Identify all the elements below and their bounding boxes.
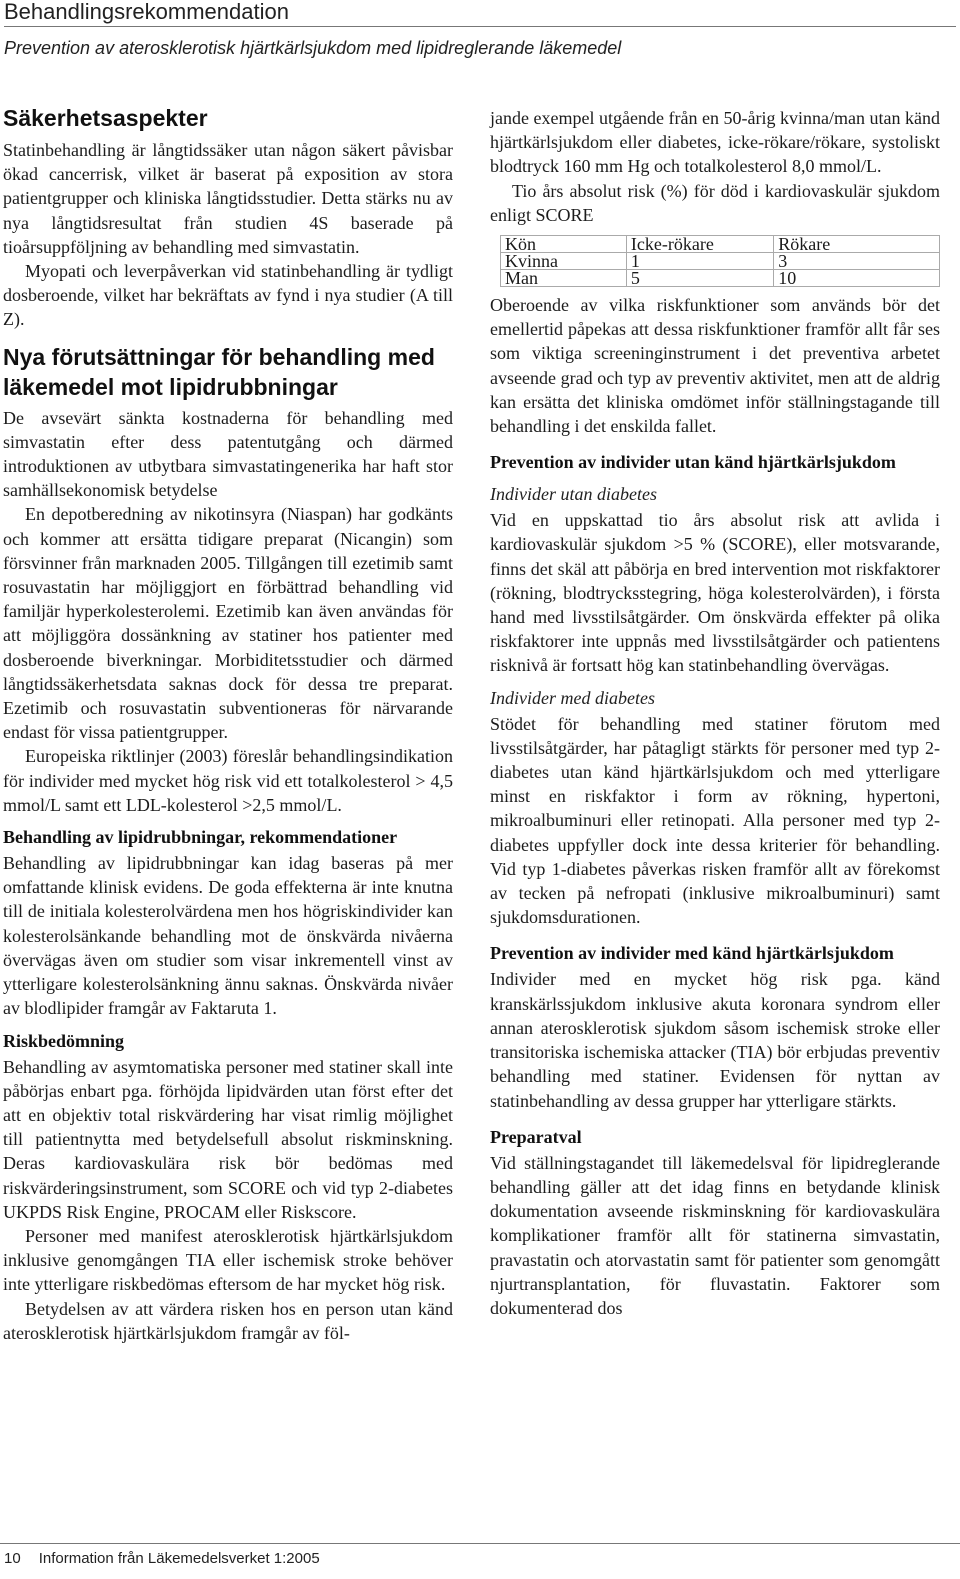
page-title: Behandlingsrekommendation bbox=[4, 0, 289, 24]
table-cell: 3 bbox=[774, 253, 940, 270]
paragraph: Myopati och leverpåverkan vid statinbehandling är tydligt dosberoende, vilket har bekräftats av fynd i nya studier (A till Z). bbox=[3, 261, 453, 330]
paragraph: Tio års absolut risk (%) för död i kardiovaskulär sjukdom enligt SCORE bbox=[490, 180, 940, 225]
paragraph: Individer med en mycket hög risk pga. känd kranskärlssjukdom inklusive akuta koronara syndrom eller annan aterosklerotisk sjukdom såsom ischemisk stroke eller transitoriska ischemiska attacker (TIA) bör erbjudas preventiv behandling med statiner. Evidensen för nyttan av statinbehandling av dessa grupper har ytterligare stärkts. bbox=[490, 969, 940, 1111]
paragraph: Personer med manifest aterosklerotisk hjärtkärlsjukdom inklusive genomgången TIA eller ischemisk stroke behöver inte ytterligare riskbedömas eftersom de har mycket hög risk. bbox=[3, 1225, 453, 1295]
heading-riskbedomning: Riskbedömning bbox=[3, 1030, 125, 1051]
heading-behandling: Behandling av lipidrubbningar, rekommendationer bbox=[3, 827, 398, 848]
heading-nya-forutsattningar: Nya förutsättningar för behandling med läkemedel mot lipidrubbningar bbox=[3, 343, 435, 400]
table-cell: 1 bbox=[626, 253, 773, 270]
left-column bbox=[3, 105, 453, 1345]
heading-prevention-med: Prevention av individer med känd hjärtkärlsjukdom bbox=[490, 943, 894, 964]
paragraph: Statinbehandling är långtidssäker utan någon säkert påvisbar ökad cancerrisk, vilket är baserat på exposition av stora patientgrupper och kliniska långtidsstudier. Detta stärks nu av nya långtidsresultat från studien 4S baserade på tioårsuppföljning av behandling med simvastatin. bbox=[3, 140, 453, 257]
heading-preparatval: Preparatval bbox=[490, 1126, 582, 1147]
paragraph: Betydelsen av att värdera risken hos en person utan känd aterosklerotisk hjärtkärlsjukdom framgår av föl- bbox=[3, 1298, 453, 1343]
heading-prevention-utan: Prevention av individer utan känd hjärtkärlsjukdom bbox=[490, 452, 896, 473]
paragraph: Vid en uppskattad tio års absolut risk att avlida i kardiovaskulär sjukdom >5 % (SCORE), eller motsvarande, finns det skäl att påbörja en bred intervention mot riskfaktorer (rökning, blodtrycksstegring, höga kolesterolvärden), i första hand med livsstilsåtgärder. Om önskvärda effekter på olika riskfaktorer inte uppnås med livsstilsåtgärder och patientens risknivå är fortsatt hög kan statinbehandling övervägas. bbox=[490, 510, 940, 676]
heading-sakerhetsaspekter: Säkerhetsaspekter bbox=[3, 105, 208, 131]
page-subtitle: Prevention av aterosklerotisk hjärtkärlsjukdom med lipidreglerande läkemedel bbox=[4, 38, 622, 58]
paragraph: En depotberedning av nikotinsyra (Niaspan) har godkänts och kommer att ersätta tidigare preparat (Nicangin) som försvinner från marknaden 2005. Tillgången till ezetimib samt rosuvastatin har möjliggjort en förbättrad behandling vid familjär hyperkolesterolemi. Ezetimib kan även användas för att möjliggöra dossänkning av statiner hos patienter med dosberoende biverkningar. Morbiditetsstudier och därmed långtidssäkerhetsdata saknas dock för dessa tre preparat. Ezetimib och rosuvastatin subventioneras för närvarande endast för vissa patientgrupper. bbox=[3, 504, 453, 743]
table-header-row bbox=[501, 236, 940, 253]
heading-med-diabetes: Individer med diabetes bbox=[490, 687, 655, 708]
page-footer bbox=[0, 1543, 960, 1567]
page-header bbox=[4, 0, 956, 59]
table-header-cell: Icke-rökare bbox=[626, 236, 773, 253]
table-cell: 5 bbox=[626, 270, 773, 287]
table-cell: 10 bbox=[774, 270, 940, 287]
paragraph: Europeiska riktlinjer (2003) föreslår behandlingsindikation för individer med mycket hög risk vid ett totalkolesterol > 4,5 mmol/L samt ett LDL-kolesterol >2,5 mmol/L. bbox=[3, 746, 453, 815]
table-row bbox=[501, 270, 940, 287]
footer-text bbox=[4, 1550, 960, 1567]
table-header-cell: Kön bbox=[501, 236, 627, 253]
paragraph: jande exempel utgående från en 50-årig kvinna/man utan känd hjärtkärlsjukdom eller diabetes, icke-rökare/rökare, systoliskt blodtryck 160 mm Hg och totalkolesterol 8,0 mmol/L. bbox=[490, 108, 940, 177]
paragraph: Vid ställningstagandet till läkemedelsval för lipidreglerande behandling gäller att det idag finns en betydande klinisk dokumentation avseende riskminskning för kardiovaskulära komplikationer framför allt för statinerna simvastatin, pravastatin och atorvastatin samt för patienter som genomgått njurtransplantation, för fluvastatin. Faktorer som dokumenterad dos bbox=[490, 1152, 940, 1318]
table-cell: Man bbox=[501, 270, 627, 287]
paragraph: De avsevärt sänkta kostnaderna för behandling med simvastatin efter dess patentutgång och därmed introduktionen av utbytbara simvastatingenerika har haft stor samhällsekonomisk betydelse bbox=[3, 407, 453, 501]
table-header-cell: Rökare bbox=[774, 236, 940, 253]
header-rule bbox=[4, 26, 956, 27]
footer-source: Information från Läkemedelsverket 1:2005 bbox=[38, 1550, 320, 1567]
table-row bbox=[501, 253, 940, 270]
right-column bbox=[490, 106, 940, 1320]
footer-rule bbox=[0, 1543, 960, 1544]
page-number: 10 bbox=[4, 1550, 21, 1567]
paragraph: Oberoende av vilka riskfunktioner som används bör det emellertid påpekas att dessa riskfunktioner framför allt får ses som viktiga screeninginstrument i det preventiva arbetet avseende grad och typ av preventiv aktivitet, men att de aldrig kan ersätta det kliniska omdömet inför ställningstagande till behandling i det enskilda fallet. bbox=[490, 295, 940, 437]
paragraph: Behandling av asymtomatiska personer med statiner skall inte påbörjas enbart pga. förhöjda lipidvärden utan först efter det att en objektiv total riskvärdering har visat rimlig möjlighet till patientnytta med betydelsefull absolut riskminskning. Deras kardiovaskulära risk bör bedömas med riskvärderingsinstrument, som SCORE och vid typ 2-diabetes UKPDS Risk Engine, PROCAM eller Riskscore. bbox=[3, 1056, 453, 1222]
heading-utan-diabetes: Individer utan diabetes bbox=[490, 484, 657, 505]
paragraph: Behandling av lipidrubbningar kan idag baseras på mer omfattande klinisk evidens. De goda effekterna är inte knutna till de initiala kolesterolvärdena men hos högriskindivider kan kolesterolsänkande behandling mot de önskvärda nivåerna övervägas även om studier som visar inkrementell vinst av ytterligare kolesterolsänkning ännu saknas. Önskvärda nivåer av blodlipider framgår av Faktaruta 1. bbox=[3, 853, 453, 1019]
score-risk-table bbox=[500, 235, 940, 287]
paragraph: Stödet för behandling med statiner förutom med livsstilsåtgärder, har påtagligt stärkts för personer med typ 2-diabetes utan känd hjärtkärlsjukdom och med ytterligare minst en riskfaktor i form av rökning, hypertoni, mikroalbuminuri eller retinopati. Alla personer med typ 2-diabetes uppfyller dock inte dessa kriterier för behandling. Vid typ 1-diabetes påverkas risken framför allt av förekomst av tecken på nefropati (inklusive mikroalbuminuri) samt sjukdomsdurationen. bbox=[490, 713, 940, 928]
table-cell: Kvinna bbox=[501, 253, 627, 270]
